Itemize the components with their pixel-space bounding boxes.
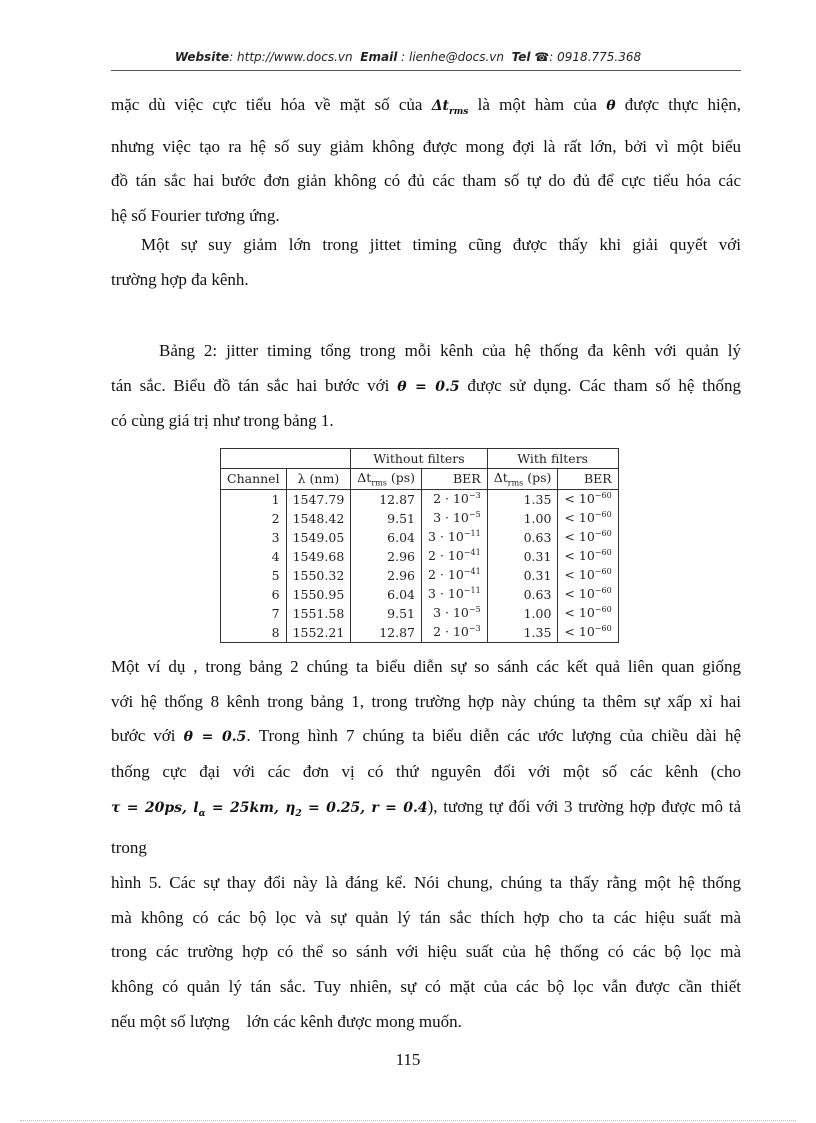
parameter-equation: τ = 20ps, $l_\alpha = 25km$, $\eta_2 = 0.25$, r = 0.4 xyxy=(111,799,428,819)
website-value: : http://www.docs.vn xyxy=(229,50,353,64)
cell-ber-with: < $10^{-60}$ xyxy=(558,509,618,528)
phone-icon: ☎ xyxy=(534,50,550,64)
cell-lambda: 1549.05 xyxy=(286,528,351,547)
cell-ber-with: < $10^{-60}$ xyxy=(558,623,618,643)
cell-channel: 6 xyxy=(221,585,287,604)
caption-line: tán sắc. Biểu đồ tán sắc hai bước với θ = 0.5 được sử dụng. Các tham số hệ thống xyxy=(111,375,741,395)
cell-dt-with: 0.63 xyxy=(487,585,558,604)
cell-channel: 5 xyxy=(221,566,287,585)
paragraph-line: hình 5. Các sự thay đổi này là đáng kể. Nói chung, chúng ta thấy rằng một hệ thống xyxy=(111,873,741,893)
table-row xyxy=(221,528,619,547)
cell-lambda: 1548.42 xyxy=(286,509,351,528)
email-label: Email xyxy=(360,50,398,64)
group-header-without-filters: Without filters xyxy=(351,449,487,469)
paragraph-line: nếu một số lượng lớn các kênh được mong muốn. xyxy=(111,1011,462,1031)
cell-lambda: 1551.58 xyxy=(286,604,351,623)
theta-equation: θ = 0.5 xyxy=(397,378,460,395)
cell-ber-without: $3 \cdot 10^{-11}$ xyxy=(422,585,488,604)
header-divider xyxy=(111,70,741,71)
col-header-ber-with: BER xyxy=(558,469,618,490)
paragraph-line: trường hợp đa kênh. xyxy=(111,269,249,289)
delta-t-rms-symbol: $\Delta t_{rms}$ xyxy=(431,98,469,117)
jitter-table xyxy=(220,448,619,643)
cell-lambda: 1547.79 xyxy=(286,489,351,509)
cell-ber-with: < $10^{-60}$ xyxy=(558,547,618,566)
table-row xyxy=(221,547,619,566)
table-row xyxy=(221,604,619,623)
cell-dt-without: 12.87 xyxy=(351,489,422,509)
cell-dt-without: 12.87 xyxy=(351,623,422,643)
cell-dt-with: 1.00 xyxy=(487,604,558,623)
cell-channel: 1 xyxy=(221,489,287,509)
paragraph-2 xyxy=(111,228,741,297)
col-header-dt-without: $\Delta t_{rms}$ (ps) xyxy=(351,469,422,490)
cell-channel: 2 xyxy=(221,509,287,528)
cell-channel: 3 xyxy=(221,528,287,547)
cell-ber-with: < $10^{-60}$ xyxy=(558,585,618,604)
paragraph-line: trong các trường hợp có thể so sánh với hiệu suất của hệ thống có các bộ lọc mà xyxy=(111,942,741,962)
cell-dt-without: 6.04 xyxy=(351,585,422,604)
cell-ber-without: $2 \cdot 10^{-3}$ xyxy=(422,623,488,643)
theta-equation: θ = 0.5 xyxy=(183,729,247,746)
caption-line: Bảng 2: jitter timing tổng trong mỗi kênh của hệ thống đa kênh với quản lý xyxy=(159,341,741,360)
table-row xyxy=(221,585,619,604)
page-bottom-divider xyxy=(20,1120,796,1121)
cell-dt-with: 1.35 xyxy=(487,623,558,643)
cell-ber-without: $2 \cdot 10^{-3}$ xyxy=(422,489,488,509)
table-caption xyxy=(111,334,741,439)
paragraph-line: đồ tán sắc hai bước đơn giản không có đủ các tham số tự do đủ để cực tiểu hóa các xyxy=(111,171,741,191)
table-row xyxy=(221,623,619,643)
cell-dt-with: 0.31 xyxy=(487,547,558,566)
cell-ber-without: $2 \cdot 10^{-41}$ xyxy=(422,547,488,566)
table-row xyxy=(221,489,619,509)
cell-channel: 8 xyxy=(221,623,287,643)
cell-ber-without: $3 \cdot 10^{-5}$ xyxy=(422,509,488,528)
paragraph-line: Một ví dụ , trong bảng 2 chúng ta biểu diễn sự so sánh các kết quả liên quan giống xyxy=(111,657,741,676)
tel-label: Tel xyxy=(511,50,531,64)
cell-channel: 7 xyxy=(221,604,287,623)
col-header-dt-with: $\Delta t_{rms}$ (ps) xyxy=(487,469,558,490)
cell-ber-with: < $10^{-60}$ xyxy=(558,489,618,509)
col-header-lambda: λ (nm) xyxy=(286,469,351,490)
paragraph-line: Một sự suy giảm lớn trong jittet timing cũng được thấy khi giải quyết với xyxy=(141,235,741,254)
cell-ber-with: < $10^{-60}$ xyxy=(558,604,618,623)
cell-dt-without: 9.51 xyxy=(351,604,422,623)
table-body xyxy=(221,489,619,642)
cell-dt-with: 1.00 xyxy=(487,509,558,528)
cell-lambda: 1549.68 xyxy=(286,547,351,566)
paragraph-line: hệ số Fourier tương ứng. xyxy=(111,205,280,225)
cell-dt-without: 2.96 xyxy=(351,566,422,585)
website-label: Website xyxy=(174,50,230,64)
paragraph-line: nhưng việc tạo ra hệ số suy giảm không được mong đợi là rất lớn, bởi vì một biểu xyxy=(111,136,741,156)
paragraph-line: mặc dù việc cực tiểu hóa về mặt số của $\Delta t_{rms}$ là một hàm của θ được thực hiện, xyxy=(111,95,742,117)
paragraph-1 xyxy=(111,88,741,234)
paragraph-line: không có quản lý tán sắc. Tuy nhiên, sự có mặt của các bộ lọc vẫn được cần thiết xyxy=(111,977,741,997)
paragraph-line: mà không có các bộ lọc và sự quản lý tán sắc thích hợp cho ta các hiệu suất mà xyxy=(111,907,741,927)
page-number: 115 xyxy=(395,1050,421,1069)
cell-dt-without: 2.96 xyxy=(351,547,422,566)
cell-dt-without: 6.04 xyxy=(351,528,422,547)
table-row xyxy=(221,509,619,528)
empty-header-cell xyxy=(221,449,351,469)
cell-channel: 4 xyxy=(221,547,287,566)
cell-lambda: 1550.95 xyxy=(286,585,351,604)
tel-value: : 0918.775.368 xyxy=(549,50,642,64)
cell-dt-with: 0.31 xyxy=(487,566,558,585)
cell-ber-without: $3 \cdot 10^{-11}$ xyxy=(422,528,488,547)
paragraph-line: τ = 20ps, $l_\alpha = 25km$, $\eta_2 = 0.25$, r = 0.4), tương tự đối với 3 trường hợp được mô tả trong xyxy=(111,796,741,858)
cell-ber-without: $3 \cdot 10^{-5}$ xyxy=(422,604,488,623)
cell-dt-with: 1.35 xyxy=(487,489,558,509)
caption-line: có cùng giá trị như trong bảng 1. xyxy=(111,411,334,431)
table-row xyxy=(221,566,619,585)
cell-dt-with: 0.63 xyxy=(487,528,558,547)
cell-ber-with: < $10^{-60}$ xyxy=(558,528,618,547)
paragraph-line: với hệ thống 8 kênh trong bảng 1, trong trường hợp này chúng ta thêm sự xấp xỉ hai xyxy=(111,691,741,711)
col-header-channel: Channel xyxy=(221,469,287,490)
cell-lambda: 1550.32 xyxy=(286,566,351,585)
theta-symbol: θ xyxy=(606,98,616,114)
cell-ber-without: $2 \cdot 10^{-41}$ xyxy=(422,566,488,585)
paragraph-line: bước với θ = 0.5. Trong hình 7 chúng ta biểu diễn các ước lượng của chiều dài hệ xyxy=(111,726,741,746)
cell-dt-without: 9.51 xyxy=(351,509,422,528)
paragraph-line: thống cực đại với các đơn vị có thứ nguyên đối với một số các kênh (cho xyxy=(111,762,741,782)
cell-lambda: 1552.21 xyxy=(286,623,351,643)
cell-ber-with: < $10^{-60}$ xyxy=(558,566,618,585)
col-header-ber-without: BER xyxy=(422,469,488,490)
page-header xyxy=(0,50,816,64)
paragraph-3 xyxy=(111,650,741,1040)
email-value: : lienhe@docs.vn xyxy=(401,50,504,64)
group-header-with-filters: With filters xyxy=(487,449,618,469)
